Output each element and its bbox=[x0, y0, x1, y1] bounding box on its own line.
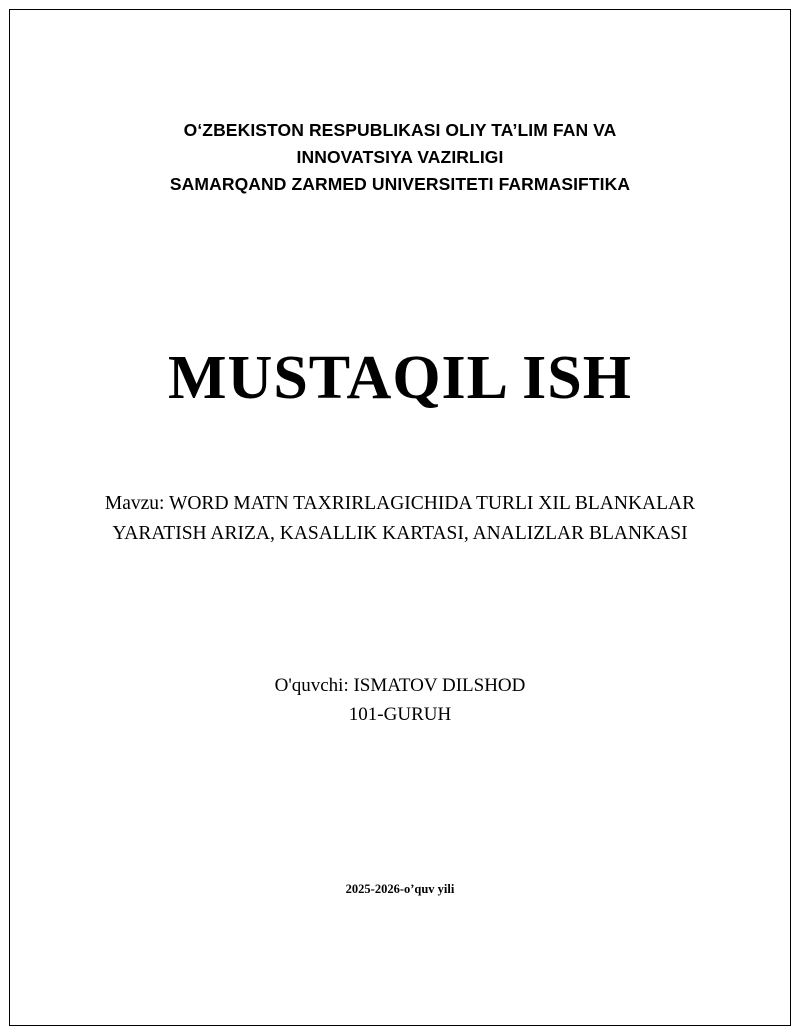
institution-header bbox=[80, 117, 720, 198]
author-info bbox=[100, 671, 700, 729]
institution-header-line-1: O‘ZBEKISTON RESPUBLIKASI OLIY TA’LIM FAN VA bbox=[183, 120, 617, 140]
subject-topic-line-1: Mavzu: WORD MATN TAXRIRLAGICHIDA TURLI XIL BLANKALAR bbox=[104, 493, 696, 514]
author-name: O'quvchi: ISMATOV DILSHOD bbox=[274, 675, 526, 696]
subject-topic-line-2: YARATISH ARIZA, KASALLIK KARTASI, ANALIZLAR BLANKASI bbox=[112, 523, 688, 544]
subject-topic bbox=[50, 489, 750, 549]
institution-header-line-2: INNOVATSIYA VAZIRLIGI bbox=[296, 147, 504, 167]
institution-header-line-3: SAMARQAND ZARMED UNIVERSITETI FARMASIFTIKA bbox=[169, 174, 631, 194]
author-group: 101-GURUH bbox=[348, 704, 452, 725]
title-page-content bbox=[9, 9, 791, 1026]
page-title: MUSTAQIL ISH bbox=[168, 344, 632, 412]
academic-year: 2025-2026-o’quv yili bbox=[345, 882, 455, 896]
